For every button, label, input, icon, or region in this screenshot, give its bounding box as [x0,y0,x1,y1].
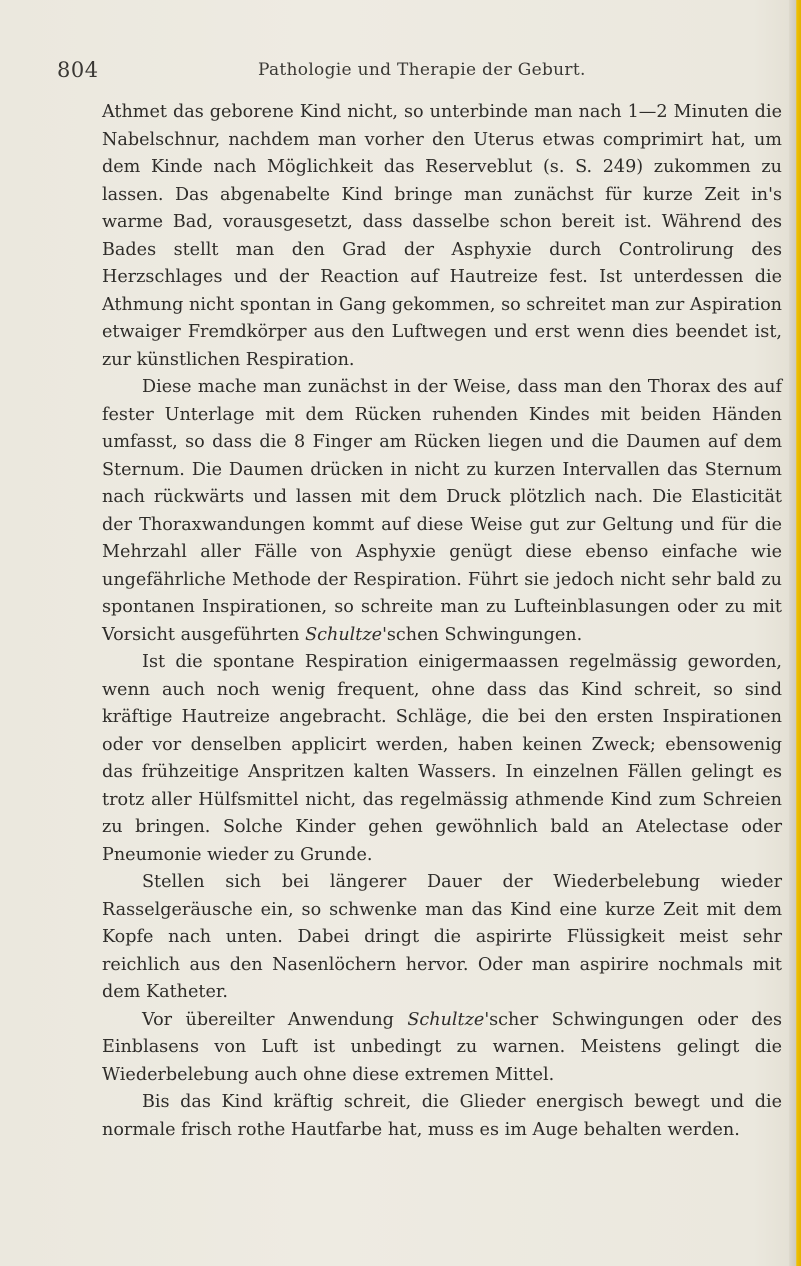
paragraph-5-text-b: 'scher Schwingungen oder des Einblasens von Luft ist unbedingt zu warnen. Meistens gelingt die Wiederbelebung auch ohne diese extremen Mittel. [102,1009,783,1085]
paragraph-4: Stellen sich bei längerer Dauer der Wiederbelebung wieder Rasselgeräusche ein, so schwenke man das Kind eine kurze Zeit mit dem Kopfe nach unten. Dabei dringt die aspirirte Flüssigkeit meist sehr reichlich aus den Nasenlöchern hervor. Oder man aspirire nochmals mit dem Katheter. [102,872,782,1002]
body-text [102,99,782,1144]
author-name-schultze: Schultze [305,624,383,645]
paragraph-2-text-a: Diese mache man zunächst in der Weise, dass man den Thorax des auf fester Unterlage mit dem Rücken ruhenden Kindes mit beiden Händen umfasst, so dass die 8 Finger am Rücken liegen und die Daumen auf dem Sternum. Die Daumen drücken in nicht zu kurzen Intervallen das Sternum nach rückwärts und lassen mit dem Druck plötzlich nach. Die Elasticität der Thoraxwandungen kommt auf diese Weise gut zur Geltung und für die Mehrzahl aller Fälle von Asphyxie genügt diese ebenso einfache wie ungefährliche Methode der Respiration. Führt sie jedoch nicht sehr bald zu spontanen Inspirationen, so schreite man zu Lufteinblasungen oder zu mit Vorsicht ausgeführten [102,377,782,645]
paragraph-5-text-a: Vor übereilter Anwendung [142,1009,408,1030]
paragraph-3: Ist die spontane Respiration einigermaassen regelmässig geworden, wenn auch noch wenig frequent, ohne dass das Kind schreit, so sind kräftige Hautreize angebracht. Schläge, die bei den ersten Inspirationen oder vor denselben applicirt werden, haben keinen Zweck; ebensowenig das frühzeitige Anspritzen kalten Wassers. In einzelnen Fällen gelingt es trotz aller Hülfsmittel nicht, das regelmässig athmende Kind zum Schreien zu bringen. Solche Kinder gehen gewöhnlich bald an Atelectase oder Pneumonie wieder zu Grunde. [102,652,782,865]
author-name-schultze-2: Schultze [407,1009,485,1030]
paragraph-5 [102,1007,782,1090]
page-edge [789,0,801,1266]
paragraph-1: Athmet das geborene Kind nicht, so unterbinde man nach 1—2 Minuten die Nabelschnur, nachdem man vorher den Uterus etwas comprimirt hat, um dem Kinde nach Möglichkeit das Reserveblut (s. S. 249) zukommen zu lassen. Das abgenabelte Kind bringe man zunächst für kurze Zeit in's warme Bad, vorausgesetzt, dass dasselbe schon bereit ist. Während des Bades stellt man den Grad der Asphyxie durch Controlirung des Herzschlages und der Reaction auf Hautreize fest. Ist unterdessen die Athmung nicht spontan in Gang gekommen, so schreitet man zur Aspiration etwaiger Fremdkörper aus den Luftwegen und erst wenn dies beendet ist, zur künstlichen Respiration. [102,102,782,370]
paragraph-2 [102,374,782,649]
running-title: Pathologie und Therapie der Geburt. [258,60,586,80]
paragraph-2-text-b: 'schen Schwingungen. [382,624,583,645]
paragraph-6: Bis das Kind kräftig schreit, die Glieder energisch bewegt und die normale frisch rothe Hautfarbe hat, muss es im Auge behalten werden. [102,1092,782,1140]
page-number: 804 [57,58,99,82]
running-head [57,58,757,88]
